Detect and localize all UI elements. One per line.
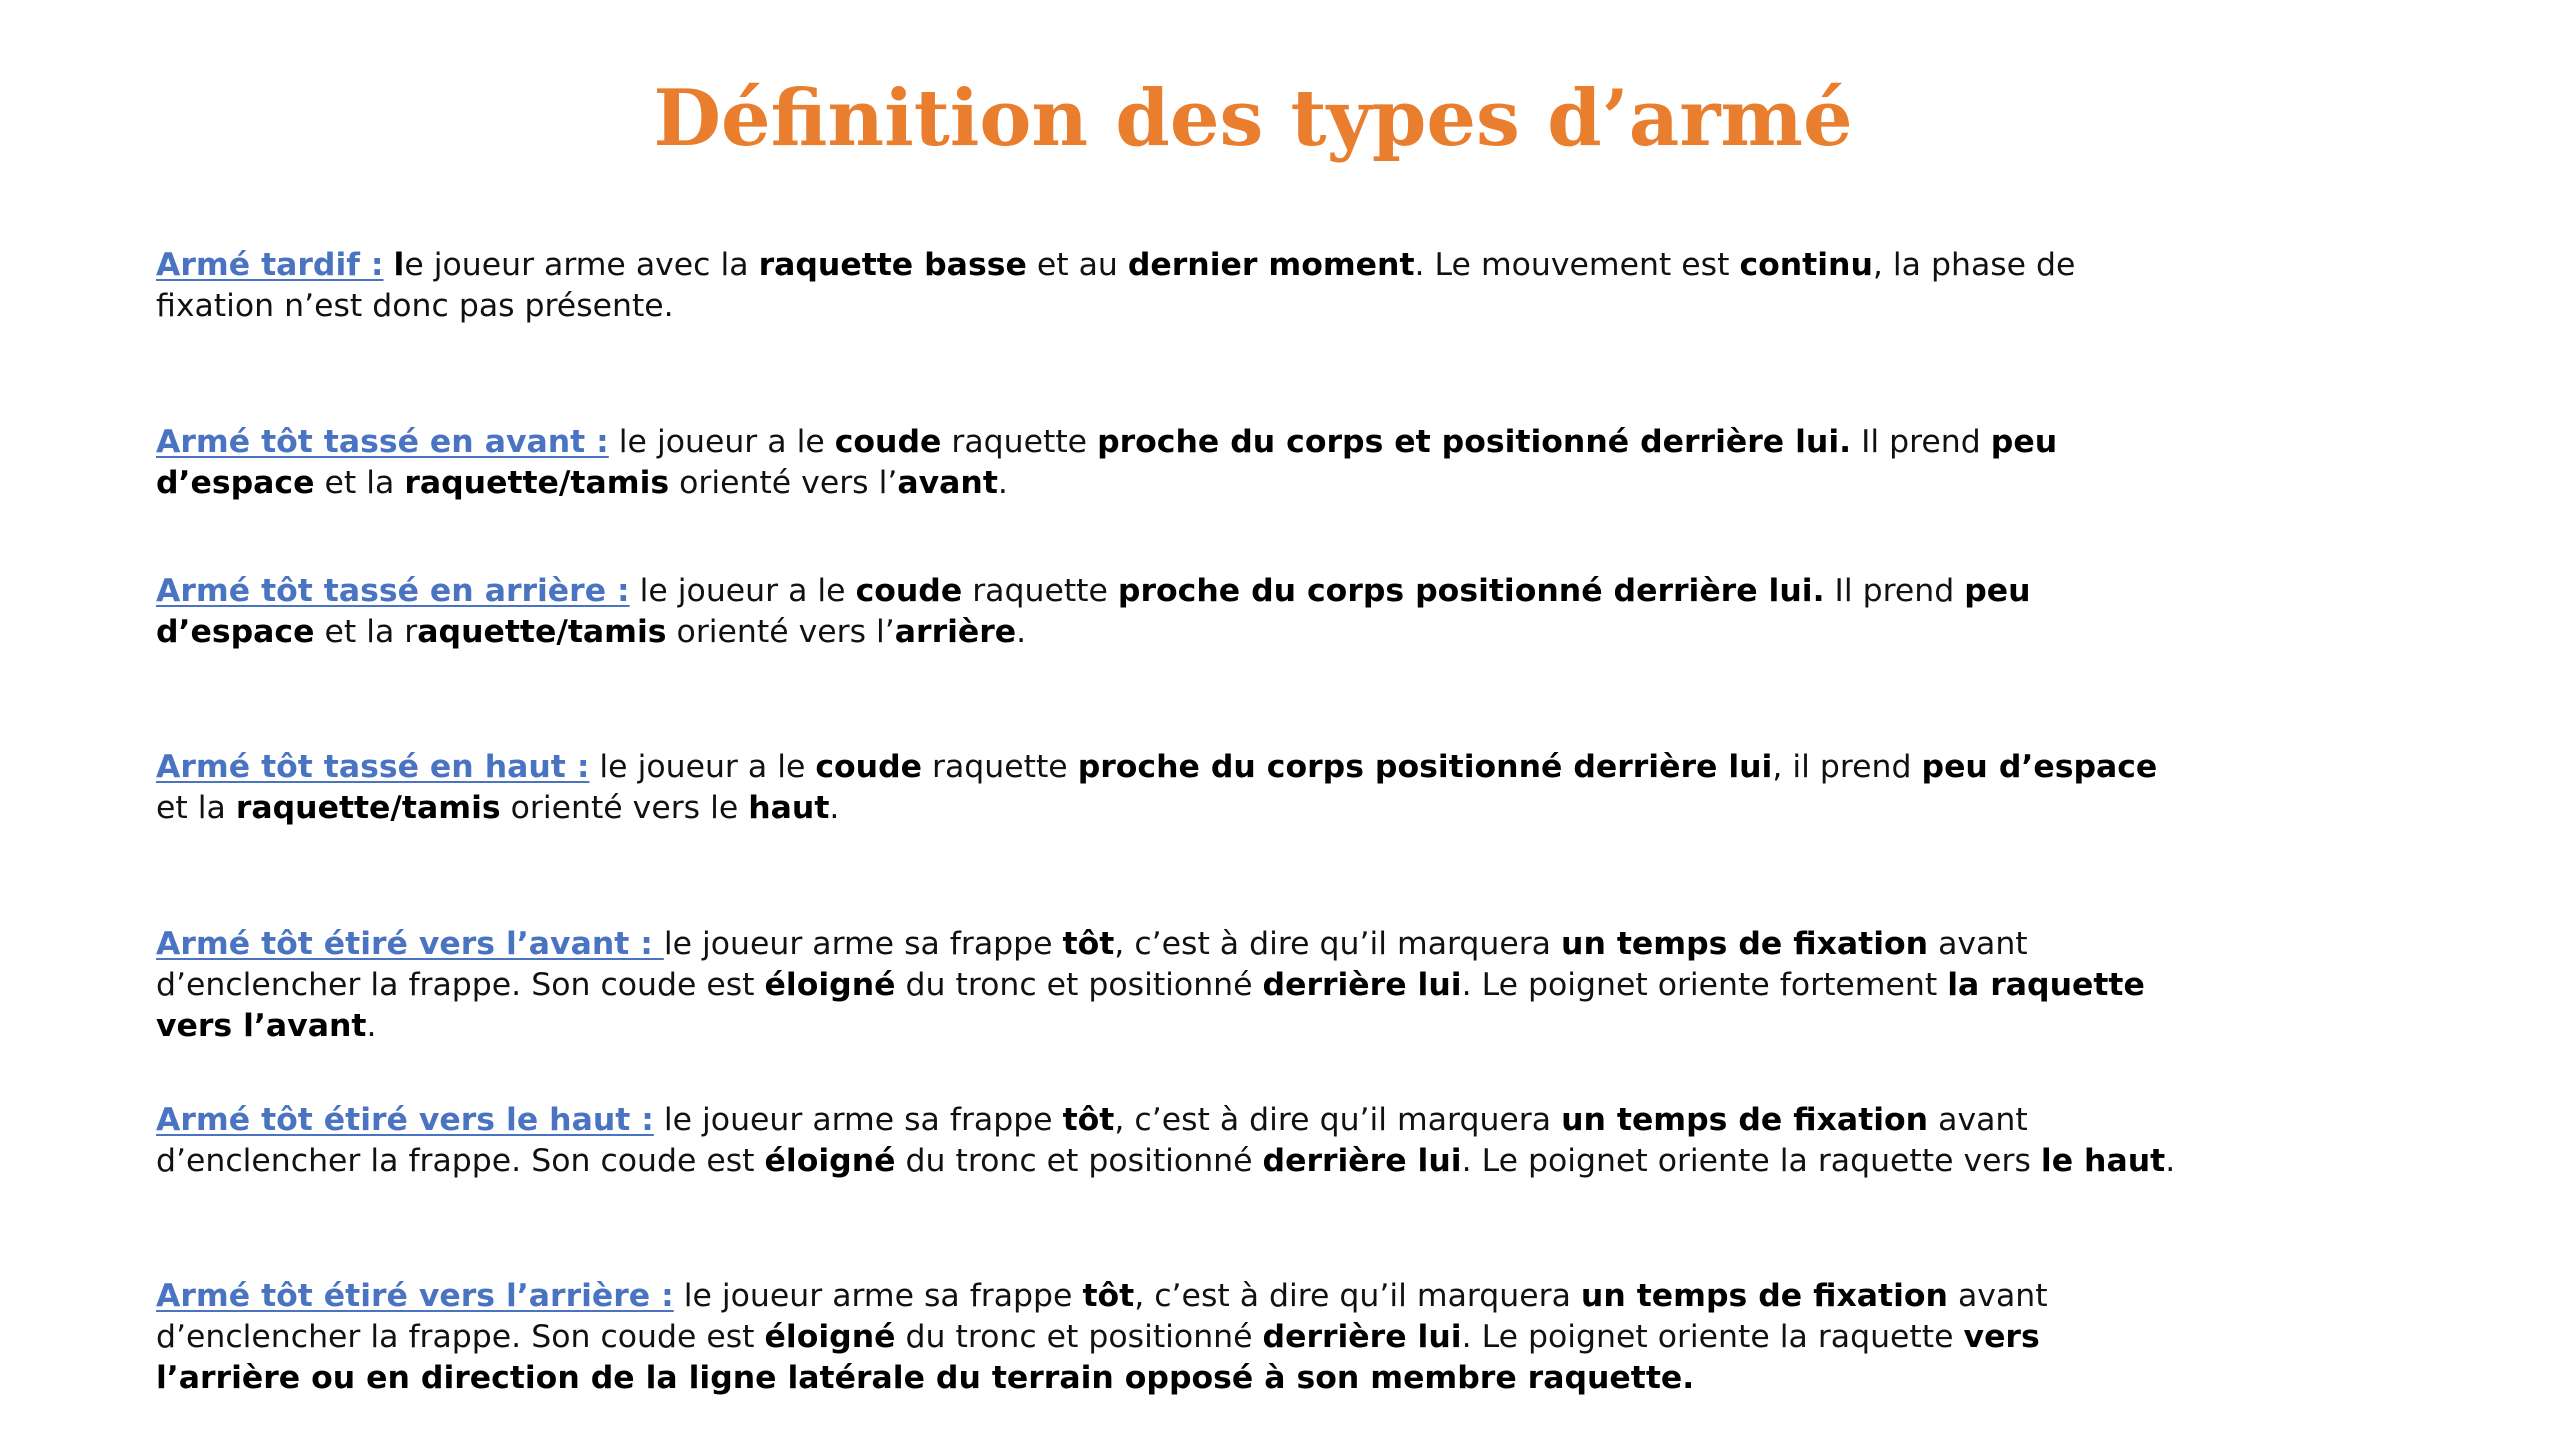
bold-text: peu d’espace — [156, 424, 2058, 501]
bold-text: haut — [748, 790, 830, 826]
bold-text: derrière lui — [1262, 1319, 1462, 1355]
bold-text: derrière lui — [1262, 967, 1462, 1003]
text-segment: orienté vers le — [500, 790, 749, 826]
bold-text: arrière — [894, 614, 1017, 650]
bold-text: continu — [1739, 247, 1873, 283]
text-segment: , il prend — [1772, 749, 1922, 785]
bold-text: raquette basse — [758, 247, 1027, 283]
definition-text — [156, 247, 2075, 324]
bold-text: un temps de fixation — [1561, 1102, 1929, 1138]
text-segment: le joueur arme sa frappe — [673, 1278, 1083, 1314]
definition-term-link[interactable]: Armé tôt étiré vers le haut : — [156, 1102, 654, 1138]
text-segment: . Le poignet oriente fortement — [1461, 967, 1948, 1003]
text-segment: le joueur a le — [608, 424, 835, 460]
bold-text: la raquette vers l’avant — [156, 967, 2145, 1044]
text-segment: . Le mouvement est — [1414, 247, 1740, 283]
text-segment: raquette — [941, 424, 1098, 460]
text-segment: . — [2165, 1143, 2176, 1179]
definition-entry — [156, 1276, 2176, 1399]
text-segment: orienté vers l’ — [666, 614, 895, 650]
text-segment: et la r — [314, 614, 418, 650]
text-segment: . Le poignet oriente la raquette — [1461, 1319, 1964, 1355]
bold-text: proche du corps positionné derrière lui. — [1117, 573, 1825, 609]
bold-text: coude — [815, 749, 922, 785]
text-segment: . — [1016, 614, 1027, 650]
bold-text: raquette/tamis — [235, 790, 501, 826]
text-segment: et au — [1026, 247, 1128, 283]
text-segment: et la — [156, 790, 236, 826]
definition-term-link[interactable]: Armé tôt étiré vers l’avant : — [156, 926, 664, 962]
text-segment: le joueur a le — [629, 573, 856, 609]
bold-text: tôt — [1082, 1278, 1135, 1314]
text-segment — [384, 247, 394, 283]
bold-text: aquette/tamis — [417, 614, 667, 650]
bold-text: coude — [855, 573, 963, 609]
bold-text: coude — [834, 424, 942, 460]
text-segment: du tronc et positionné — [895, 1143, 1263, 1179]
text-segment: Il prend — [1824, 573, 1965, 609]
definition-entry — [156, 924, 2176, 1047]
text-segment: , c’est à dire qu’il marquera — [1134, 1278, 1581, 1314]
bold-text: un temps de fixation — [1580, 1278, 1948, 1314]
bold-text: tôt — [1062, 926, 1115, 962]
text-segment: raquette — [922, 749, 1078, 785]
text-segment: Il prend — [1851, 424, 1991, 460]
bold-text: éloigné — [764, 1143, 896, 1179]
definition-term-link[interactable]: Armé tôt tassé en arrière : — [156, 573, 630, 609]
text-segment: avant d’enclencher la frappe. Son coude est — [156, 1278, 2048, 1355]
definition-term-link[interactable]: Armé tôt tassé en haut : — [156, 749, 590, 785]
bold-text: raquette/tamis — [404, 465, 670, 501]
text-segment: du tronc et positionné — [895, 1319, 1263, 1355]
text-segment: . — [997, 465, 1008, 501]
text-segment: et la — [314, 465, 405, 501]
text-segment: le joueur arme sa frappe — [653, 1102, 1063, 1138]
definition-term-link[interactable]: Armé tôt tassé en avant : — [156, 424, 609, 460]
text-segment: avant d’enclencher la frappe. Son coude est — [156, 926, 2028, 1003]
text-segment: , la phase de fixation n’est donc pas présente. — [156, 247, 2076, 324]
text-segment: . Le poignet oriente la raquette vers — [1461, 1143, 2041, 1179]
definition-entry — [156, 245, 2176, 327]
text-segment: orienté vers l’ — [669, 465, 898, 501]
bold-text: derrière lui — [1262, 1143, 1462, 1179]
definition-term-link[interactable]: Armé tôt étiré vers l’arrière : — [156, 1278, 674, 1314]
text-segment: , c’est à dire qu’il marquera — [1114, 926, 1562, 962]
bold-text: éloigné — [764, 967, 896, 1003]
bold-text: le haut — [2040, 1143, 2166, 1179]
text-segment: , c’est à dire qu’il marquera — [1114, 1102, 1562, 1138]
text-segment: . — [829, 790, 840, 826]
bold-text: tôt — [1062, 1102, 1115, 1138]
text-segment: avant d’enclencher la frappe. Son coude est — [156, 1102, 2028, 1179]
bold-text: peu d’espace — [156, 573, 2031, 650]
bold-text: proche du corps et positionné derrière lui. — [1097, 424, 1852, 460]
bold-text: l — [393, 247, 405, 283]
text-segment: e joueur arme avec la — [404, 247, 759, 283]
definition-term-link[interactable]: Armé tardif : — [156, 247, 384, 283]
definition-entry — [156, 747, 2176, 829]
slide-title: Définition des types d’armé — [653, 73, 1853, 164]
bold-text: éloigné — [764, 1319, 896, 1355]
text-segment: du tronc et positionné — [895, 967, 1263, 1003]
bold-text: proche du corps positionné derrière lui — [1077, 749, 1773, 785]
bold-text: avant — [897, 465, 998, 501]
bold-text: peu d’espace — [1921, 749, 2158, 785]
text-segment: . — [366, 1008, 377, 1044]
definition-entry — [156, 1100, 2176, 1182]
definition-entry — [156, 422, 2176, 504]
bold-text: dernier moment — [1127, 247, 1415, 283]
text-segment: raquette — [962, 573, 1118, 609]
text-segment: le joueur arme sa frappe — [663, 926, 1063, 962]
bold-text: un temps de fixation — [1561, 926, 1929, 962]
bold-text: vers l’arrière ou en direction de la ligne latérale du terrain opposé à son membre raquette. — [156, 1319, 2040, 1396]
definition-entry — [156, 571, 2176, 653]
text-segment: le joueur a le — [589, 749, 816, 785]
